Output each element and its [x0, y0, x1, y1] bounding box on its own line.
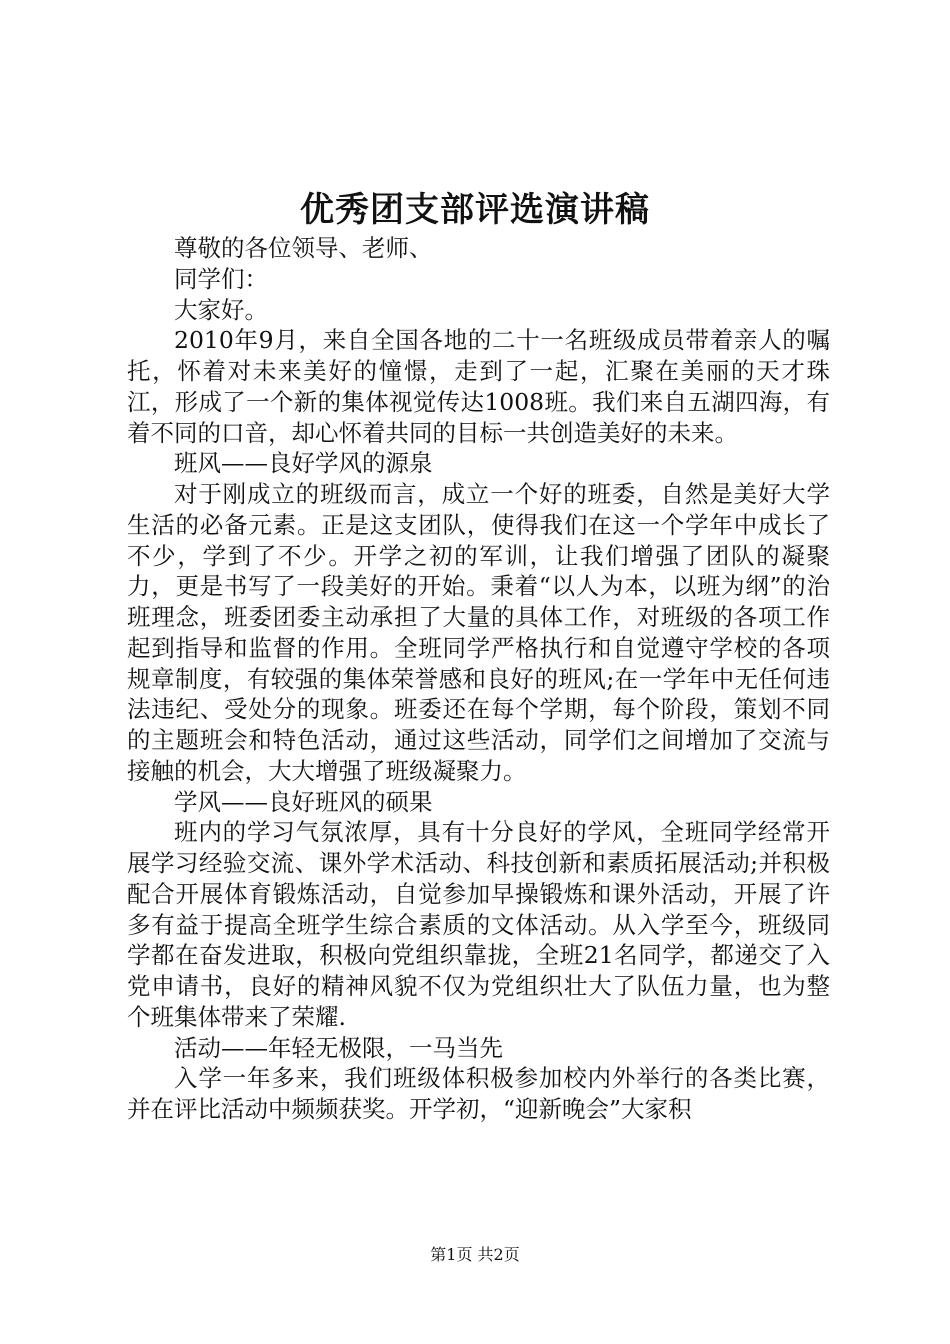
page-footer: 第1页 共2页 [430, 1245, 520, 1264]
paragraph-activities: 入学一年多来，我们班级体积极参加校内外举行的各类比赛，并在评比活动中频频获奖。开学初，“迎新晚会”大家积 [127, 1064, 830, 1123]
paragraph-study-style: 班内的学习气氛浓厚，具有十分良好的学风，全班同学经常开展学习经验交流、课外学术活动、科技创新和素质拓展活动;并积极配合开展体育锻炼活动，自觉参加早操锻炼和课外活动，开展了许多有益于提高全班学生综合素质的文体活动。从入学至今，班级同学都在奋发进取，积极向党组织靠拢，全班21名同学，都递交了入党申请书，良好的精神风貌不仅为党组织壮大了队伍力量，也为整个班集体带来了荣耀. [127, 818, 830, 1031]
section-heading-study-style: 学风——良好班风的硕果 [174, 787, 433, 816]
section-heading-class-style: 班风——良好学风的源泉 [174, 449, 433, 478]
document-body [127, 233, 830, 1125]
salutation-line-2: 同学们： [174, 264, 268, 293]
salutation-line-1: 尊敬的各位领导、老师、 [174, 234, 433, 262]
section-heading-activities: 活动——年轻无极限，一马当先 [174, 1033, 503, 1062]
greeting: 大家好。 [174, 295, 268, 324]
document-title: 优秀团支部评选演讲稿 [300, 190, 650, 230]
paragraph-intro: 2010年9月，来自全国各地的二十一名班级成员带着亲人的嘱托，怀着对未来美好的憧憬，走到了一起，汇聚在美丽的天才珠江，形成了一个新的集体视觉传达1008班。我们来自五湖四海，有着不同的口音，却心怀着共同的目标一共创造美好的未来。 [127, 326, 830, 447]
paragraph-class-style: 对于刚成立的班级而言，成立一个好的班委，自然是美好大学生活的必备元素。正是这支团队，使得我们在这一个学年中成长了不少，学到了不少。开学之初的军训，让我们增强了团队的凝聚力，更是书写了一段美好的开始。秉着“以人为本，以班为纲”的治班理念，班委团委主动承担了大量的具体工作，对班级的各项工作起到指导和监督的作用。全班同学严格执行和自觉遵守学校的各项规章制度，有较强的集体荣誉感和良好的班风;在一学年中无任何违法违纪、受处分的现象。班委还在每个学期，每个阶段，策划不同的主题班会和特色活动，通过这些活动，同学们之间增加了交流与接触的机会，大大增强了班级凝聚力。 [127, 480, 830, 785]
